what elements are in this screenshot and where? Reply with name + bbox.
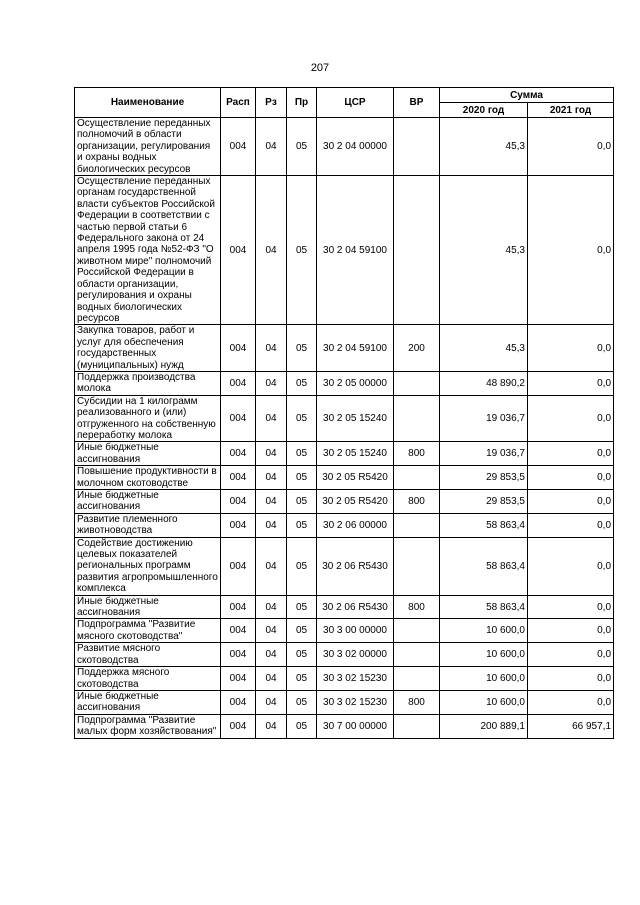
table-row — [75, 714, 614, 738]
row-csr: 30 3 02 15230 — [317, 667, 394, 691]
row-csr: 30 2 06 R5430 — [317, 537, 394, 595]
row-name: Иные бюджетные ассигнования — [75, 690, 221, 714]
row-vr — [394, 537, 440, 595]
row-sum-2021: 0,0 — [528, 490, 614, 514]
row-sum-2021: 0,0 — [528, 537, 614, 595]
row-vr — [394, 176, 440, 325]
header-rz: Рз — [256, 88, 287, 118]
row-pr: 05 — [287, 619, 317, 643]
row-name: Подпрограмма "Развитие малых форм хозяйствования" — [75, 714, 221, 738]
row-name: Осуществление переданных полномочий в области организации, регулирования и охраны водных биологических ресурсов — [75, 118, 221, 176]
row-name: Закупка товаров, работ и услуг для обеспечения государственных (муниципальных) нужд — [75, 325, 221, 372]
row-rz: 04 — [256, 690, 287, 714]
row-csr: 30 2 06 R5430 — [317, 595, 394, 619]
header-summa: Сумма — [440, 88, 614, 103]
row-rz: 04 — [256, 371, 287, 395]
table-row — [75, 667, 614, 691]
row-pr: 05 — [287, 118, 317, 176]
table-row — [75, 325, 614, 372]
row-name: Иные бюджетные ассигнования — [75, 595, 221, 619]
row-csr: 30 3 02 00000 — [317, 643, 394, 667]
row-rasp: 004 — [221, 595, 256, 619]
row-pr: 05 — [287, 667, 317, 691]
row-pr: 05 — [287, 442, 317, 466]
row-sum-2020: 45,3 — [440, 176, 528, 325]
table-row — [75, 643, 614, 667]
row-pr: 05 — [287, 371, 317, 395]
row-pr: 05 — [287, 595, 317, 619]
row-rz: 04 — [256, 442, 287, 466]
row-rasp: 004 — [221, 395, 256, 442]
row-csr: 30 2 04 59100 — [317, 176, 394, 325]
header-pr: Пр — [287, 88, 317, 118]
row-csr: 30 2 06 00000 — [317, 513, 394, 537]
row-rz: 04 — [256, 118, 287, 176]
header-year-2020: 2020 год — [440, 103, 528, 118]
row-csr: 30 2 05 15240 — [317, 442, 394, 466]
row-rasp: 004 — [221, 490, 256, 514]
row-sum-2021: 0,0 — [528, 513, 614, 537]
row-vr: 800 — [394, 595, 440, 619]
row-sum-2021: 0,0 — [528, 371, 614, 395]
row-vr — [394, 466, 440, 490]
table-row — [75, 490, 614, 514]
row-rz: 04 — [256, 537, 287, 595]
row-sum-2020: 48 890,2 — [440, 371, 528, 395]
row-name: Подпрограмма "Развитие мясного скотоводства" — [75, 619, 221, 643]
table-row — [75, 595, 614, 619]
row-sum-2020: 58 863,4 — [440, 537, 528, 595]
row-vr — [394, 714, 440, 738]
row-csr: 30 2 05 15240 — [317, 395, 394, 442]
row-rasp: 004 — [221, 537, 256, 595]
row-vr — [394, 513, 440, 537]
row-csr: 30 2 05 R5420 — [317, 466, 394, 490]
row-rasp: 004 — [221, 513, 256, 537]
row-csr: 30 2 05 00000 — [317, 371, 394, 395]
row-name: Поддержка производства молока — [75, 371, 221, 395]
table-row — [75, 118, 614, 176]
row-sum-2021: 0,0 — [528, 118, 614, 176]
row-rasp: 004 — [221, 325, 256, 372]
row-rasp: 004 — [221, 118, 256, 176]
row-pr: 05 — [287, 714, 317, 738]
row-rasp: 004 — [221, 643, 256, 667]
row-sum-2020: 10 600,0 — [440, 667, 528, 691]
row-sum-2021: 0,0 — [528, 395, 614, 442]
row-rz: 04 — [256, 643, 287, 667]
row-pr: 05 — [287, 490, 317, 514]
row-rz: 04 — [256, 395, 287, 442]
table-row — [75, 395, 614, 442]
row-sum-2020: 45,3 — [440, 118, 528, 176]
row-pr: 05 — [287, 395, 317, 442]
row-rz: 04 — [256, 619, 287, 643]
row-sum-2020: 45,3 — [440, 325, 528, 372]
row-sum-2021: 0,0 — [528, 176, 614, 325]
row-sum-2020: 10 600,0 — [440, 619, 528, 643]
row-name: Осуществление переданных органам государственной власти субъектов Российской Федерации в соответствии с частью первой статьи 6 Федерального закона от 24 апреля 1995 года №52-ФЗ "О животном мире" полномочий Российской Федерации в области организации, регулирования и охраны водных биологических ресурсов — [75, 176, 221, 325]
row-name: Поддержка мясного скотоводства — [75, 667, 221, 691]
row-vr — [394, 371, 440, 395]
row-sum-2020: 29 853,5 — [440, 490, 528, 514]
row-sum-2021: 0,0 — [528, 595, 614, 619]
row-name: Содействие достижению целевых показателей региональных программ развития агропромышленного комплекса — [75, 537, 221, 595]
row-rz: 04 — [256, 714, 287, 738]
row-sum-2020: 10 600,0 — [440, 690, 528, 714]
row-pr: 05 — [287, 513, 317, 537]
row-rasp: 004 — [221, 371, 256, 395]
row-csr: 30 7 00 00000 — [317, 714, 394, 738]
row-sum-2021: 0,0 — [528, 619, 614, 643]
table-row — [75, 537, 614, 595]
row-sum-2021: 0,0 — [528, 643, 614, 667]
row-rz: 04 — [256, 176, 287, 325]
row-sum-2021: 0,0 — [528, 466, 614, 490]
row-csr: 30 2 05 R5420 — [317, 490, 394, 514]
table-row — [75, 176, 614, 325]
header-row — [75, 88, 614, 103]
header-name: Наименование — [75, 88, 221, 118]
row-sum-2020: 58 863,4 — [440, 513, 528, 537]
row-sum-2021: 0,0 — [528, 690, 614, 714]
row-rz: 04 — [256, 595, 287, 619]
row-vr: 800 — [394, 690, 440, 714]
table-row — [75, 513, 614, 537]
row-name: Иные бюджетные ассигнования — [75, 490, 221, 514]
row-sum-2021: 0,0 — [528, 442, 614, 466]
row-pr: 05 — [287, 690, 317, 714]
table-row — [75, 690, 614, 714]
row-pr: 05 — [287, 643, 317, 667]
row-rasp: 004 — [221, 176, 256, 325]
table-row — [75, 442, 614, 466]
row-vr — [394, 667, 440, 691]
row-csr: 30 3 00 00000 — [317, 619, 394, 643]
budget-table — [74, 87, 614, 739]
row-rasp: 004 — [221, 690, 256, 714]
row-name: Развитие племенного животноводства — [75, 513, 221, 537]
row-sum-2020: 19 036,7 — [440, 442, 528, 466]
row-vr: 800 — [394, 442, 440, 466]
row-rz: 04 — [256, 513, 287, 537]
row-sum-2020: 29 853,5 — [440, 466, 528, 490]
row-vr — [394, 395, 440, 442]
header-csr: ЦСР — [317, 88, 394, 118]
row-name: Повышение продуктивности в молочном скотоводстве — [75, 466, 221, 490]
table-row — [75, 371, 614, 395]
row-sum-2021: 66 957,1 — [528, 714, 614, 738]
row-name: Развитие мясного скотоводства — [75, 643, 221, 667]
row-rasp: 004 — [221, 619, 256, 643]
row-vr: 800 — [394, 490, 440, 514]
header-rasp: Расп — [221, 88, 256, 118]
row-vr — [394, 118, 440, 176]
table-row — [75, 619, 614, 643]
page-number: 207 — [310, 62, 330, 74]
row-vr — [394, 643, 440, 667]
row-pr: 05 — [287, 466, 317, 490]
row-sum-2020: 19 036,7 — [440, 395, 528, 442]
row-sum-2021: 0,0 — [528, 325, 614, 372]
row-vr: 200 — [394, 325, 440, 372]
row-pr: 05 — [287, 176, 317, 325]
row-rz: 04 — [256, 490, 287, 514]
header-vr: ВР — [394, 88, 440, 118]
row-rz: 04 — [256, 325, 287, 372]
row-sum-2020: 200 889,1 — [440, 714, 528, 738]
row-name: Субсидии на 1 килограмм реализованного и (или) отгруженного на собственную переработку молока — [75, 395, 221, 442]
table-row — [75, 466, 614, 490]
row-rasp: 004 — [221, 667, 256, 691]
row-rz: 04 — [256, 466, 287, 490]
row-name: Иные бюджетные ассигнования — [75, 442, 221, 466]
row-rz: 04 — [256, 667, 287, 691]
row-rasp: 004 — [221, 442, 256, 466]
row-sum-2021: 0,0 — [528, 667, 614, 691]
row-csr: 30 2 04 00000 — [317, 118, 394, 176]
row-pr: 05 — [287, 537, 317, 595]
row-csr: 30 2 04 59100 — [317, 325, 394, 372]
row-rasp: 004 — [221, 714, 256, 738]
row-pr: 05 — [287, 325, 317, 372]
row-rasp: 004 — [221, 466, 256, 490]
row-sum-2020: 10 600,0 — [440, 643, 528, 667]
header-year-2021: 2021 год — [528, 103, 614, 118]
row-csr: 30 3 02 15230 — [317, 690, 394, 714]
row-sum-2020: 58 863,4 — [440, 595, 528, 619]
row-vr — [394, 619, 440, 643]
